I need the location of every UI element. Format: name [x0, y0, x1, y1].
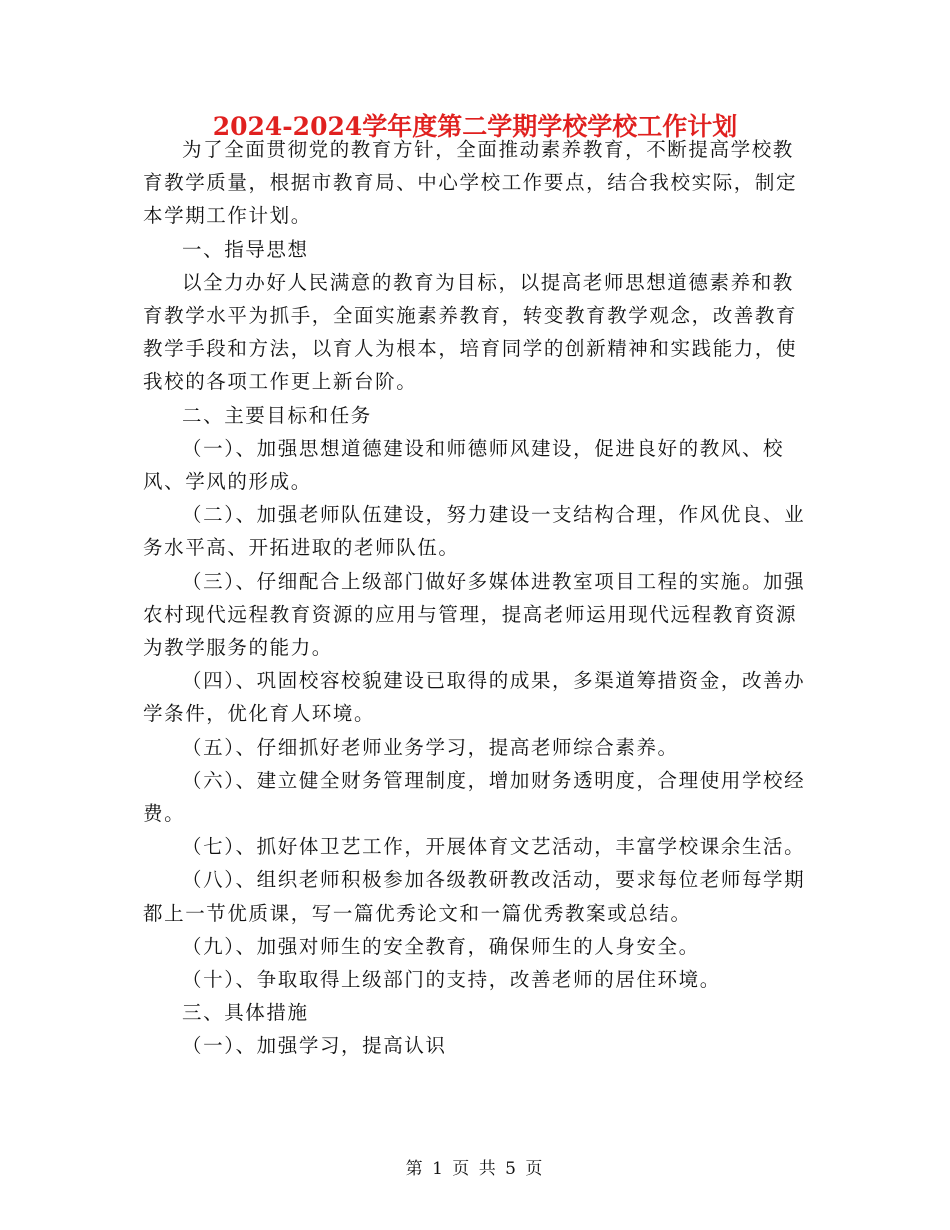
document-body — [143, 133, 813, 1063]
task-item-10: （十）、争取取得上级部门的支持，改善老师的居住环境。 — [182, 968, 721, 992]
page-footer: 第 1 页 共 5 页 — [405, 1159, 545, 1179]
task-item-4: （四）、巩固校容校貌建设已取得的成果，多渠道筹措资金，改善办学条件，优化育人环境。 — [143, 669, 806, 726]
section-heading-goals-tasks: 二、主要目标和任务 — [182, 403, 372, 427]
task-item-7: （七）、抓好体卫艺工作，开展体育文艺活动，丰富学校课余生活。 — [182, 835, 806, 859]
section-heading-measures: 三、具体措施 — [182, 1001, 309, 1025]
task-item-9: （九）、加强对师生的安全教育，确保师生的人身安全。 — [182, 934, 700, 958]
task-item-6: （六）、建立健全财务管理制度，增加财务透明度，合理使用学校经费。 — [143, 768, 806, 826]
paragraph-intro: 为了全面贯彻党的教育方针，全面推动素养教育，不断提高学校教育教学质量，根据市教育局、中心学校工作要点，结合我校实际，制定本学期工作计划。 — [143, 138, 798, 228]
task-item-3: （三）、仔细配合上级部门做好多媒体进教室项目工程的实施。加强农村现代远程教育资源的应用与管理，提高老师运用现代远程教育资源为教学服务的能力。 — [143, 569, 806, 660]
section-heading-guiding-ideology: 一、指导思想 — [182, 237, 309, 261]
task-item-5: （五）、仔细抓好老师业务学习，提高老师综合素养。 — [182, 735, 679, 759]
task-item-2: （二）、加强老师队伍建设，努力建设一支结构合理，作风优良、业务水平高、开拓进取的老师队伍。 — [143, 503, 806, 560]
paragraph-guiding-ideology: 以全力办好人民满意的教育为目标，以提高老师思想道德素养和教育教学水平为抓手，全面实施素养教育，转变教育教学观念，改善教育教学手段和方法，以育人为根本，培育同学的创新精神和实践能力，使我校的各项工作更上新台阶。 — [143, 270, 798, 394]
task-item-8: （八）、组织老师积极参加各级教研教改活动，要求每位老师每学期都上一节优质课，写一篇优秀论文和一篇优秀教案或总结。 — [143, 868, 806, 925]
task-item-1: （一）、加强思想道德建设和师德师风建设，促进良好的教风、校风、学风的形成。 — [143, 436, 785, 494]
document-title: 2024-2024学年度第二学期学校学校工作计划 — [212, 112, 738, 141]
measure-item-1: （一）、加强学习，提高认识 — [182, 1034, 447, 1058]
